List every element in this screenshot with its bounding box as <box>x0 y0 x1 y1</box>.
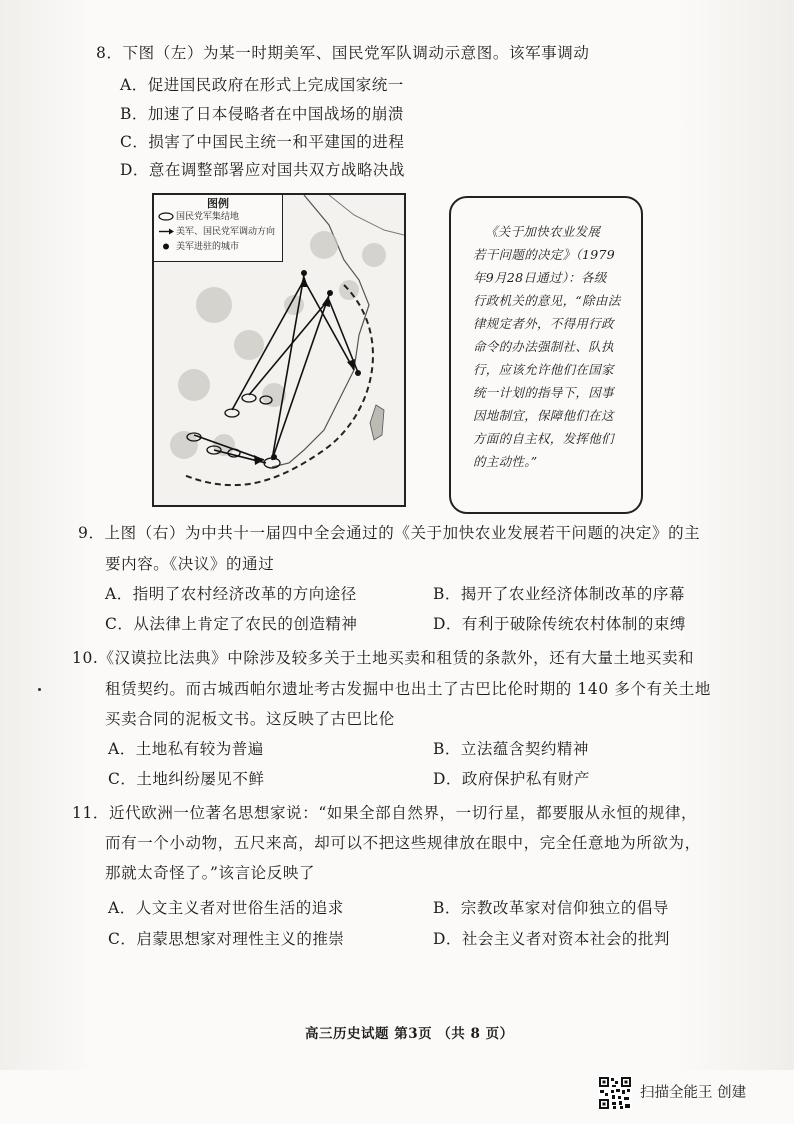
q8-option-b: B．加速了日本侵略者在中国战场的崩溃 <box>120 105 404 123</box>
quote-line-10: 方面的自主权，发挥他们 <box>473 431 614 446</box>
q11-stem-line-1: 11．近代欧洲一位著名思想家说：“如果全部自然界，一切行星，都要服从永恒的规律， <box>72 804 698 822</box>
q11-stem-line-3: 那就太奇怪了。”该言论反映了 <box>105 864 316 882</box>
legend-item-direction <box>158 227 275 238</box>
quote-line-8: 统一计划的指导下，因事 <box>473 385 614 400</box>
q9-option-d: D．有利于破除传统农村体制的束缚 <box>433 615 686 633</box>
map-legend <box>154 195 283 262</box>
quote-line-7: 行，应该允许他们在国家 <box>473 362 614 377</box>
quote-line-11: 的主动性。” <box>473 454 538 469</box>
quote-line-3: 年9月28日通过）：各级 <box>473 270 607 285</box>
q10-option-b: B．立法蕴含契约精神 <box>433 740 589 758</box>
quote-line-4: 行政机关的意见，“除由法 <box>473 293 621 308</box>
quote-line-5: 律规定者外，不得用行政 <box>473 316 614 331</box>
q10-stem-line-2: 租赁契约。而古城西帕尔遗址考古发掘中也出土了古巴比伦时期的 140 多个有关土地 <box>105 680 711 698</box>
q9-stem-line-1: 9．上图（右）为中共十一届四中全会通过的《关于加快农业发展若干问题的决定》的主 <box>78 524 701 542</box>
legend-item-city <box>158 242 239 253</box>
q10-option-a: A．土地私有较为普遍 <box>108 740 264 758</box>
legend-label-direction: 美军、国民党军调动方向 <box>176 227 276 237</box>
legend-label-assembly: 国民党军集结地 <box>176 212 240 222</box>
q10-stem-line-3: 买卖合同的泥板文书。这反映了古巴比伦 <box>105 710 395 728</box>
q8-option-c: C．损害了中国民主统一和平建国的进程 <box>120 133 405 151</box>
quote-line-6: 命令的办法强制社、队执 <box>473 339 614 354</box>
q8-option-d: D．意在调整部署应对国共双方战略决战 <box>120 161 405 179</box>
legend-item-assembly <box>158 212 239 223</box>
qr-code-icon <box>598 1076 632 1110</box>
quote-line-1: 《关于加快农业发展 <box>485 224 601 239</box>
q9-option-a: A．指明了农村经济改革的方向途径 <box>105 585 357 603</box>
scanner-badge-label: 扫描全能王 创建 <box>640 1085 747 1101</box>
decision-quote-box <box>449 196 643 514</box>
q10-option-d: D．政府保护私有财产 <box>433 770 590 788</box>
q9-option-b: B．揭开了农业经济体制改革的序幕 <box>433 585 685 603</box>
q11-option-b: B．宗教改革家对信仰独立的倡导 <box>433 899 669 917</box>
scanner-badge <box>598 1074 778 1112</box>
q9-stem-line-2: 要内容。《决议》的通过 <box>105 555 275 573</box>
q8-stem: 8．下图（左）为某一时期美军、国民党军队调动示意图。该军事调动 <box>96 44 590 62</box>
q11-option-a: A．人文主义者对世俗生活的追求 <box>108 899 344 917</box>
page-footer: 高三历史试题 第3页 （共 8 页） <box>305 1026 514 1042</box>
troop-movement-map <box>152 193 406 507</box>
q11-stem-line-2: 而有一个小动物，五尺来高，却可以不把这些规律放在眼中，完全任意地为所欲为， <box>105 834 701 852</box>
q11-option-d: D．社会主义者对资本社会的批判 <box>433 930 670 948</box>
q9-option-c: C．从法律上肯定了农民的创造精神 <box>105 615 358 633</box>
legend-title: 图例 <box>207 197 229 210</box>
scan-speck <box>38 688 41 691</box>
q10-stem-line-1: 10.《汉谟拉比法典》中除涉及较多关于土地买卖和租赁的条款外，还有大量土地买卖和 <box>72 649 695 667</box>
quote-line-9: 因地制宜，保障他们在这 <box>473 408 614 423</box>
q10-option-c: C．土地纠纷屡见不鲜 <box>108 770 265 788</box>
quote-line-2: 若干问题的决定》（1979 <box>473 247 615 262</box>
q11-option-c: C．启蒙思想家对理性主义的推崇 <box>108 930 345 948</box>
legend-label-city: 美军进驻的城市 <box>176 242 240 252</box>
q8-option-a: A．促进国民政府在形式上完成国家统一 <box>120 76 404 94</box>
